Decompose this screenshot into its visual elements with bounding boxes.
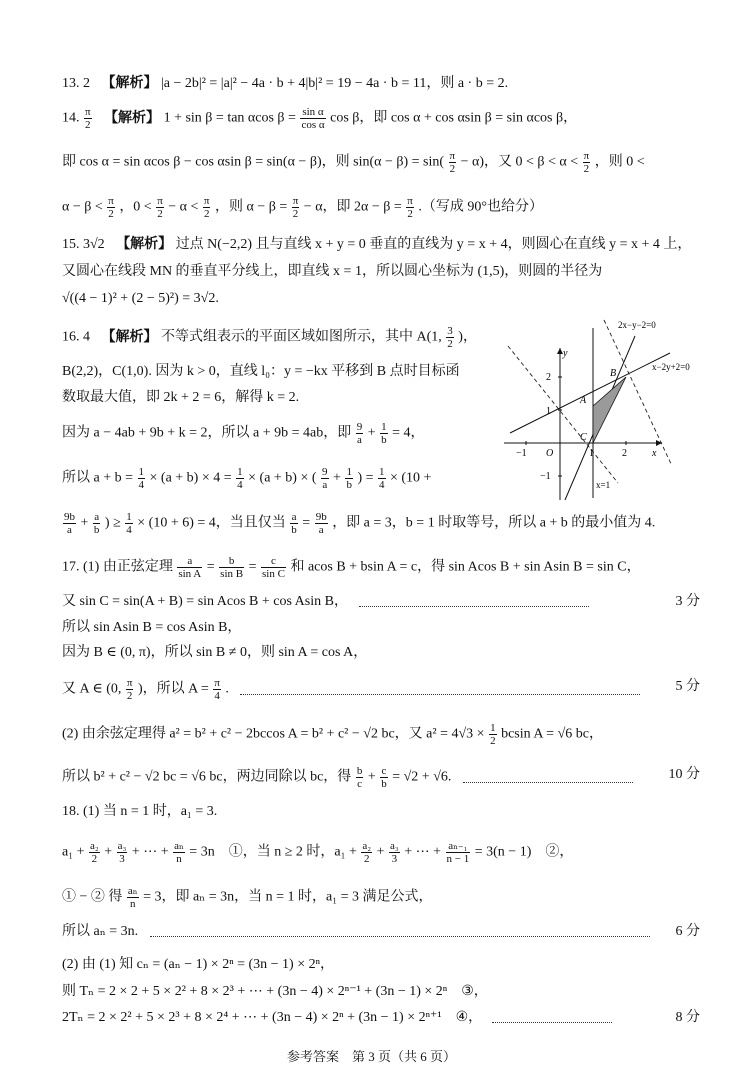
q18-line-1: 18. (1) 当 n = 1 时，a₁ = 3. bbox=[62, 804, 218, 819]
tick-y-1: 1 bbox=[546, 406, 551, 417]
q17-line-4: 因为 B ∈ (0, π)，所以 sin B ≠ 0，则 sin A = cos A， bbox=[62, 645, 368, 660]
q17-line-1: 17. (1) 由正弦定理 $\frac{a}{\text{sin A}}$ = $\frac{b}{\text{sin B}}$ = $\frac{c}{\text{sin C}}$ 和 acos B + bsin A = c，得 sin Acos B + sin Asin B = sin C， bbox=[62, 555, 641, 580]
q16-line-5: 所以 a + b = $\frac{1}{4}$ × (a + b) × 4 = $\frac{1}{4}$ × (a + b) × ( $\frac{9}{a}$ + $\frac{1}{b}$ ) = $\frac{1}{4}$ × (10 + bbox=[62, 466, 432, 491]
line-x-2y+2 bbox=[510, 353, 670, 433]
q17-line-7: 所以 b² + c² − √2 bc = √6 bc，两边同除以 bc，得 $\frac{b}{c}$ + $\frac{c}{b}$ = √2 + √6. 10 分 bbox=[62, 765, 700, 790]
tick-x-neg1: −1 bbox=[516, 448, 527, 459]
frac: $\frac{\pi}{2}$ bbox=[203, 195, 210, 220]
score: 10 分 bbox=[668, 767, 700, 782]
q15-line-3: √((4 − 1)² + (2 − 5)²) = 3√2. bbox=[62, 291, 219, 306]
q14-line-1: 14. $\frac{\pi}{2}$ 【解析】 1 + sin β = tan αcos β = $\frac{\text{sin α}}{\text{cos α}}$ cos β，即 cos α + cos αsin β = sin αcos β， bbox=[62, 106, 578, 131]
q16-line-1: 16. 4 【解析】 不等式组表示的平面区域如图所示，其中 A(1, $\frac{3}{2}$ )， bbox=[62, 325, 477, 350]
q18-line-6: 则 Tₙ = 2 × 2 + 5 × 2² + 8 × 2³ + ⋯ + (3n − 4) × 2ⁿ⁻¹ + (3n − 1) × 2ⁿ ③， bbox=[62, 984, 488, 999]
q15-line-2: 又圆心在线段 MN 的垂直平分线上，即直线 x = 1，所以圆心坐标为 (1,5)，则圆的半径为 bbox=[62, 264, 603, 279]
q15-tag: 【解析】 bbox=[116, 237, 173, 252]
frac: $\frac{\pi}{2}$ bbox=[583, 150, 590, 175]
frac: $\frac{\pi}{2}$ bbox=[157, 195, 163, 220]
q17-line-2: 又 sin C = sin(A + B) = sin Acos B + cos Asin B， 3 分 bbox=[62, 592, 742, 612]
frac: $\frac{3}{2}$ bbox=[447, 325, 453, 350]
q18-line-4: 所以 aₙ = 3n. 6 分 bbox=[62, 922, 742, 942]
q18-line-5: (2) 由 (1) 知 cₙ = (aₙ − 1) × 2ⁿ = (3n − 1) × 2ⁿ， bbox=[62, 957, 335, 972]
label-y-axis: y bbox=[563, 348, 568, 359]
label-point-b: B bbox=[610, 368, 617, 379]
tick-x-2: 2 bbox=[622, 448, 627, 459]
q18-line-3: ① − ② 得 $\frac{\text{aₙ}}{n}$ = 3，即 aₙ = 3n，当 n = 1 时，a₁ = 3 满足公式， bbox=[62, 885, 433, 910]
label-eq2: x−2y+2=0 bbox=[652, 362, 690, 372]
q13-text: |a − 2b|² = |a|² − 4a · b + 4|b|² = 19 − 4a · b = 11，则 a · b = 2. bbox=[161, 76, 509, 91]
q15-line-1: 15. 3√2 【解析】 过点 N(−2,2) 且与直线 x + y = 0 垂直的直线为 y = x + 4，则圆心在直线 y = x + 4 上， bbox=[62, 237, 692, 252]
q17-number: 17. bbox=[62, 559, 80, 575]
score: 3 分 bbox=[675, 594, 700, 609]
tick-y-2: 2 bbox=[546, 372, 551, 383]
frac: $\frac{\pi}{2}$ bbox=[292, 195, 299, 220]
q18-number: 18. bbox=[62, 804, 80, 819]
label-eq1: 2x−y−2=0 bbox=[618, 320, 656, 330]
q14-number: 14. bbox=[62, 110, 80, 126]
score: 8 分 bbox=[675, 1010, 700, 1025]
q16-line-3: 数取最大值，即 2k + 2 = 6，解得 k = 2. bbox=[62, 390, 300, 405]
q14-tag: 【解析】 bbox=[104, 110, 161, 126]
q18-line-7: 2Tₙ = 2 × 2² + 5 × 2³ + 8 × 2⁴ + ⋯ + (3n − 4) × 2ⁿ + (3n − 1) × 2ⁿ⁺¹ ④， 8 分 bbox=[62, 1008, 742, 1028]
label-point-c: C bbox=[580, 432, 587, 443]
label-origin: O bbox=[546, 448, 554, 459]
label-eq3: x=1 bbox=[596, 480, 611, 490]
q17-line-5: 又 A ∈ (0, $\frac{\pi}{2}$ )，所以 A = $\frac{\pi}{4}$ . 5 分 bbox=[62, 677, 700, 702]
label-point-a: A bbox=[580, 395, 587, 406]
q13-line bbox=[62, 74, 508, 94]
q17-line-6: (2) 由余弦定理得 a² = b² + c² − 2bccos A = b² + c² − √2 bc，又 a² = 4√3 × $\frac{1}{2}$ bcsin A = √6 bc， bbox=[62, 722, 603, 747]
q14-line-2: 即 cos α = sin αcos β − cos αsin β = sin(α − β)，则 sin(α − β) = sin( $\frac{\pi}{2}$ − α)，又 0 < β < α < $\frac{\pi}{2}$ ，则 0 < bbox=[62, 150, 645, 175]
frac: $\frac{\pi}{2}$ bbox=[108, 195, 114, 220]
feasible-region-figure bbox=[500, 318, 710, 503]
q18-line-2: a₁ + $\frac{\text{a₂}}{2}$ + $\frac{\text{a₃}}{3}$ + ⋯ + $\frac{\text{aₙ}}{n}$ = 3n ①，当 n ≥ 2 时，a₁ + $\frac{\text{a₂}}{2}$ + $\frac{\text{a₃}}{3}$ + ⋯ + $\frac{\text{aₙ₋₁}}{n - 1}$ = 3(n − 1) ②， bbox=[62, 840, 574, 865]
score: 5 分 bbox=[675, 679, 700, 694]
frac: $\frac{\text{sin α}}{\text{cos α}}$ bbox=[301, 106, 325, 131]
q15-number: 15. 3√2 bbox=[62, 237, 105, 252]
q16-line-4: 因为 a − 4ab + 9b + k = 2，所以 a + 9b = 4ab，即 $\frac{9}{a}$ + $\frac{1}{b}$ = 4， bbox=[62, 421, 425, 446]
q14-line-3: α − β < $\frac{\pi}{2}$ ，0 < $\frac{\pi}{2}$ − α < $\frac{\pi}{2}$ ，则 α − β = $\frac{\pi}{2}$ − α，即 2α − β = $\frac{\pi}{2}$ .（写成 90°也给分） bbox=[62, 195, 543, 220]
q16-line-2: B(2,2)，C(1,0). 因为 k > 0，直线 l₀：y = −kx 平移到 B 点时目标函 bbox=[62, 364, 460, 379]
tick-y-neg1: −1 bbox=[540, 471, 551, 482]
shaded-region bbox=[593, 377, 626, 443]
q13-tag: 【解析】 bbox=[101, 76, 158, 91]
frac: $\frac{\pi}{2}$ bbox=[407, 195, 413, 220]
frac: $\frac{\pi}{2}$ bbox=[449, 150, 456, 175]
label-x-axis: x bbox=[652, 448, 657, 459]
tick-x-1: 1 bbox=[589, 448, 594, 459]
q17-line-3: 所以 sin Asin B = cos Asin B， bbox=[62, 620, 242, 635]
x-axis-arrow bbox=[656, 440, 662, 446]
q16-tag: 【解析】 bbox=[101, 329, 158, 345]
page-footer: 参考答案 第 3 页（共 6 页） bbox=[286, 1049, 456, 1064]
score: 6 分 bbox=[675, 924, 700, 939]
q16-line-6: $\frac{9b}{a}$ + $\frac{a}{b}$ ) ≥ $\frac{1}{4}$ × (10 + 6) = 4，当且仅当 $\frac{a}{b}$ = $\frac{9b}{a}$ ，即 a = 3，b = 1 时取等号，所以 a + b 的最小值为 4. bbox=[64, 511, 656, 536]
q16-number: 16. 4 bbox=[62, 329, 90, 345]
q13-number: 13. 2 bbox=[62, 76, 90, 91]
q14-answer-frac: $\frac{\pi}{2}$ bbox=[85, 106, 91, 131]
